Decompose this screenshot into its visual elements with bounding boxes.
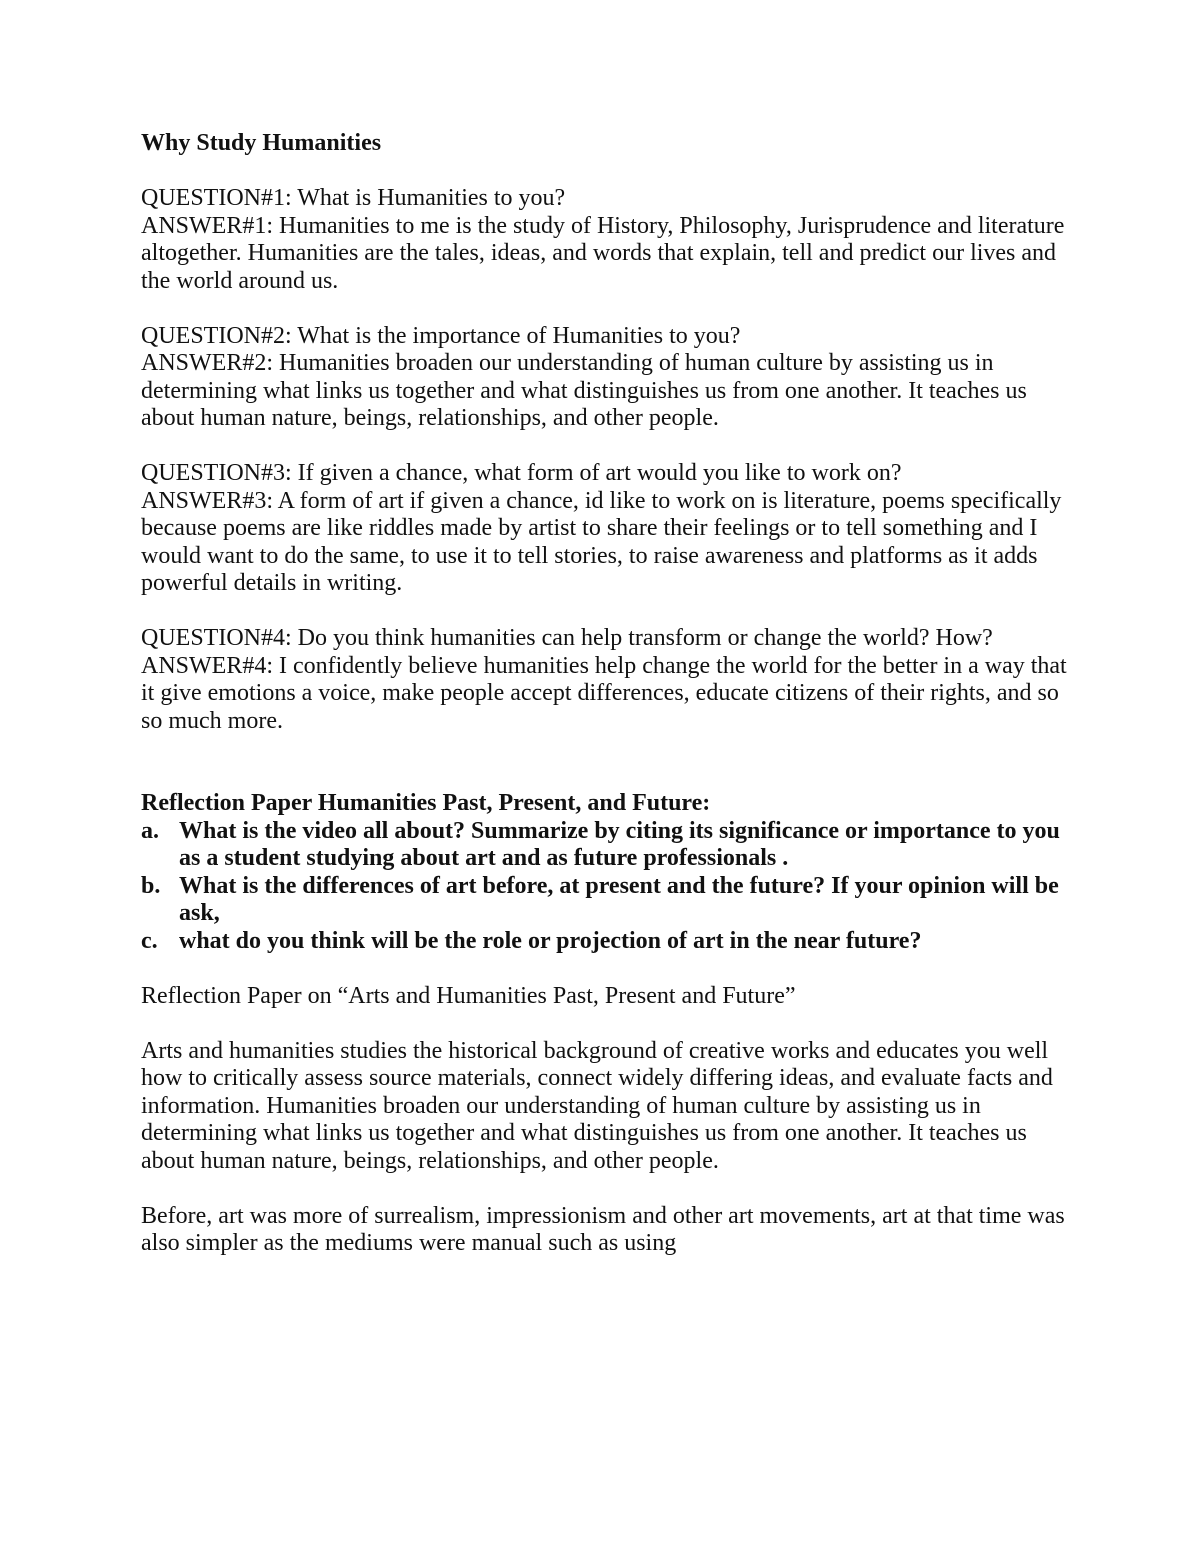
- prompt-text-b: What is the differences of art before, at present and the future? If your opinion will be ask,: [179, 872, 1059, 926]
- qa-block-3: [141, 460, 1071, 598]
- prompt-marker-c: c.: [141, 927, 158, 954]
- prompt-item-b: [141, 873, 1071, 928]
- answer-1: ANSWER#1: Humanities to me is the study of History, Philosophy, Jurisprudence and literature altogether. Humanities are the tales, ideas, and words that explain, tell and predict our lives and the world around us.: [141, 212, 1065, 294]
- answer-2: ANSWER#2: Humanities broaden our understanding of human culture by assisting us in determining what links us together and what distinguishes us from one another. It teaches us about human nature, beings, relationships, and other people.: [141, 350, 1027, 431]
- prompt-marker-a: a.: [141, 817, 159, 844]
- prompt-text-a: What is the video all about? Summarize by citing its significance or importance to you as a student studying about art and as future professionals .: [179, 817, 1060, 871]
- reflection-paragraph-2: Before, art was more of surrealism, impressionism and other art movements, art at that time was also simpler as the mediums were manual such as using: [141, 1202, 1065, 1256]
- reflection-paragraph-1: Arts and humanities studies the historical background of creative works and educates you well how to critically assess source materials, connect widely differing ideas, and evaluate facts and information. Humanities broaden our understanding of human culture by assisting us in determining what links us together and what distinguishes us from one another. It teaches us about human nature, beings, relationships, and other people.: [141, 1037, 1053, 1174]
- document-page: [141, 130, 1071, 1285]
- prompt-marker-b: b.: [141, 872, 161, 899]
- prompt-text-c: what do you think will be the role or projection of art in the near future?: [179, 927, 922, 954]
- question-4: QUESTION#4: Do you think humanities can help transform or change the world? How?: [141, 625, 993, 651]
- document-title: Why Study Humanities: [141, 130, 382, 156]
- prompt-item-a: [141, 818, 1071, 873]
- prompt-item-c: [141, 928, 1071, 956]
- qa-block-1: [141, 185, 1071, 295]
- answer-3: ANSWER#3: A form of art if given a chance, id like to work on is literature, poems specifically because poems are like riddles made by artist to share their feelings or to tell something and I would want to do the same, to use it to tell stories, to raise awareness and platforms as it adds powerful details in writing.: [141, 487, 1062, 596]
- question-1: QUESTION#1: What is Humanities to you?: [141, 185, 566, 211]
- reflection-heading: Reflection Paper Humanities Past, Present, and Future:: [141, 790, 711, 816]
- qa-block-4: [141, 625, 1071, 735]
- reflection-paper-title: Reflection Paper on “Arts and Humanities Past, Present and Future”: [141, 982, 796, 1009]
- qa-block-2: [141, 323, 1071, 433]
- question-3: QUESTION#3: If given a chance, what form of art would you like to work on?: [141, 460, 902, 486]
- reflection-prompt-list: [141, 818, 1071, 956]
- question-2: QUESTION#2: What is the importance of Humanities to you?: [141, 322, 741, 349]
- answer-4: ANSWER#4: I confidently believe humanities help change the world for the better in a way that it give emotions a voice, make people accept differences, educate citizens of their rights, and so so much more.: [141, 652, 1067, 734]
